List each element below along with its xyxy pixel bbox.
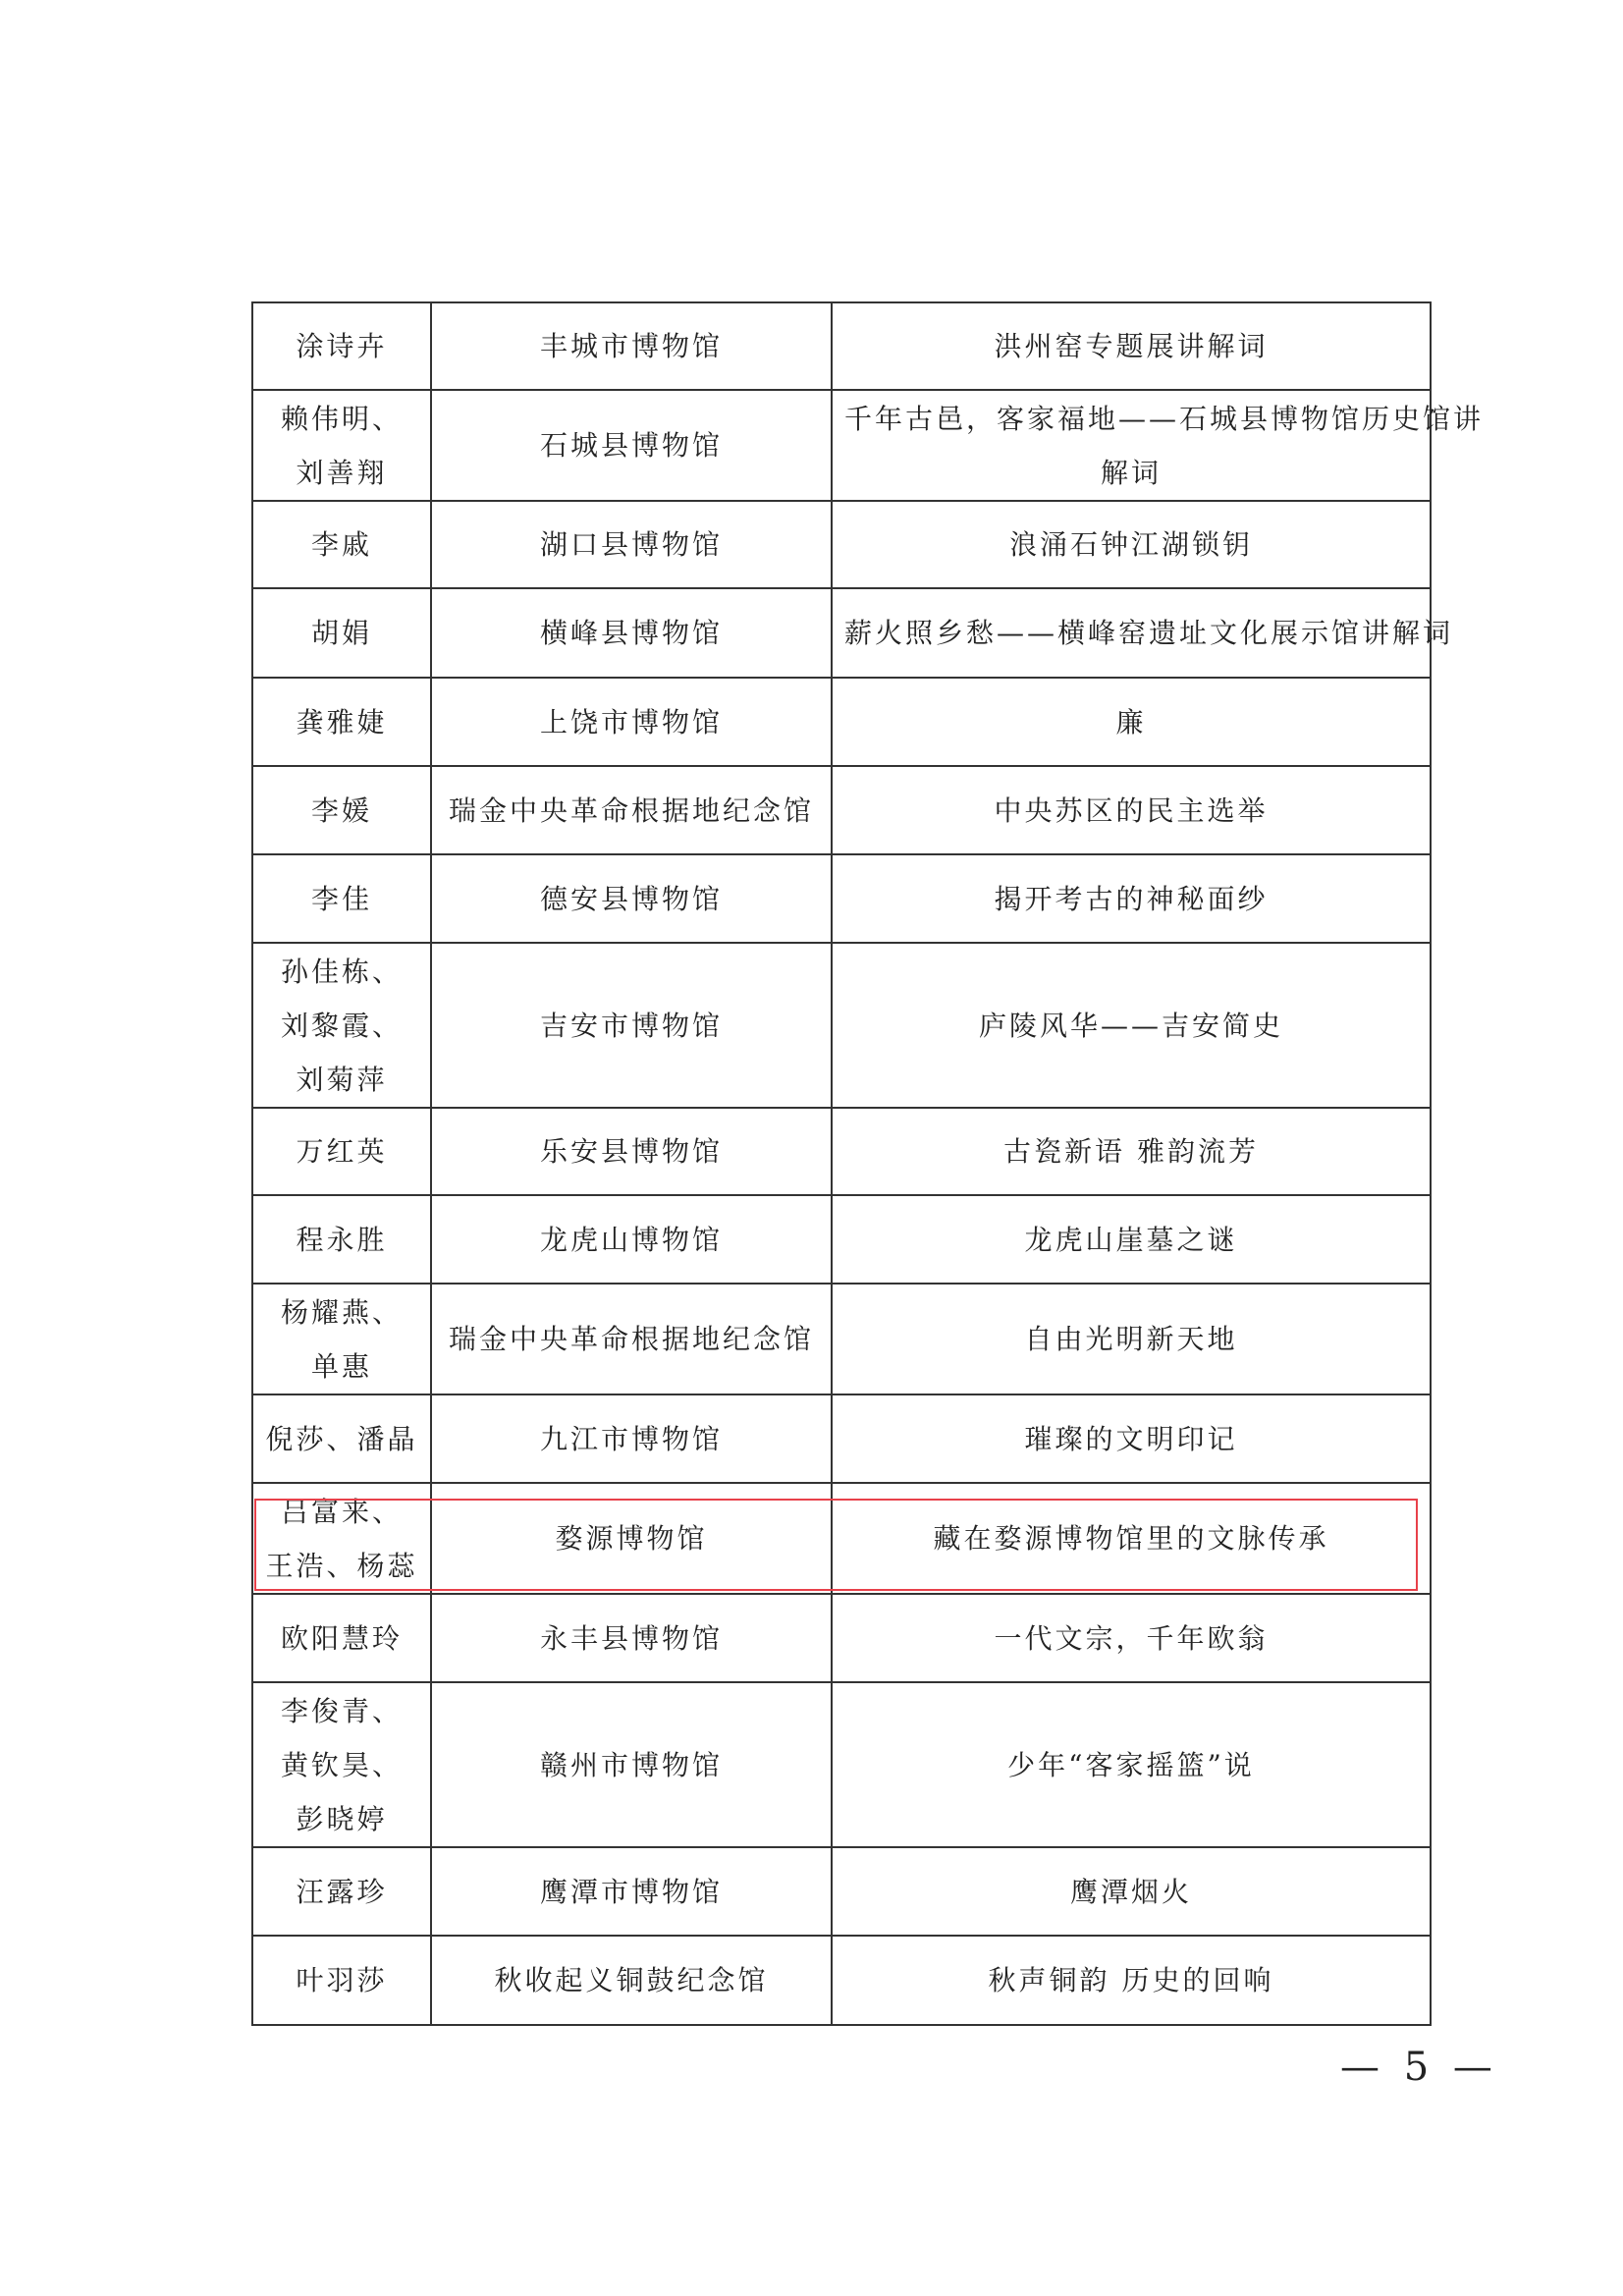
presenter-name: 李佳 bbox=[310, 882, 372, 915]
table-row bbox=[252, 1394, 1431, 1483]
presenter-name: 刘菊萍 bbox=[296, 1063, 388, 1096]
presenter-name: 程永胜 bbox=[296, 1223, 388, 1256]
museum-name-cell: 横峰县博物馆 bbox=[431, 588, 832, 678]
script-title-line: 解词 bbox=[1100, 456, 1162, 489]
script-title-line: 龙虎山崖墓之谜 bbox=[1024, 1223, 1238, 1256]
script-title-line: 洪州窑专题展讲解词 bbox=[994, 330, 1269, 362]
presenter-names-cell bbox=[252, 1108, 431, 1195]
presenter-names-cell bbox=[252, 1394, 431, 1483]
presenter-names-cell bbox=[252, 1483, 431, 1594]
presenter-name: 孙佳栋、 bbox=[280, 955, 403, 988]
presenter-name: 李戚 bbox=[310, 528, 372, 561]
script-title-cell bbox=[832, 1195, 1431, 1284]
presenter-names-cell bbox=[252, 1284, 431, 1394]
presenter-name: 吕富来、 bbox=[280, 1495, 403, 1528]
presenter-name: 单惠 bbox=[310, 1349, 372, 1383]
table-row bbox=[252, 501, 1431, 588]
table-row bbox=[252, 588, 1431, 678]
script-title-line: 自由光明新天地 bbox=[1024, 1323, 1238, 1355]
presenter-names-cell bbox=[252, 943, 431, 1108]
museum-name-cell: 吉安市博物馆 bbox=[431, 943, 832, 1108]
presenter-name: 叶羽莎 bbox=[296, 1964, 388, 1996]
table-row bbox=[252, 1594, 1431, 1682]
presenter-name: 欧阳慧玲 bbox=[280, 1621, 403, 1655]
script-title-cell bbox=[832, 1936, 1431, 2025]
table-row bbox=[252, 854, 1431, 943]
presenter-name: 万红英 bbox=[296, 1135, 388, 1168]
table-row bbox=[252, 1195, 1431, 1284]
presenter-name: 杨耀燕、 bbox=[280, 1295, 403, 1329]
script-title-line: 千年古邑，客家福地——石城县博物馆历史馆讲 bbox=[844, 402, 1485, 435]
museum-name-cell: 德安县博物馆 bbox=[431, 854, 832, 943]
museum-name-cell: 九江市博物馆 bbox=[431, 1394, 832, 1483]
script-title-cell bbox=[832, 854, 1431, 943]
script-title-line: 揭开考古的神秘面纱 bbox=[994, 882, 1269, 915]
museum-name-cell: 永丰县博物馆 bbox=[431, 1594, 832, 1682]
script-title-line: 少年“客家摇篮”说 bbox=[1007, 1748, 1255, 1781]
script-title-cell bbox=[832, 1394, 1431, 1483]
script-title-cell bbox=[832, 302, 1431, 390]
presenter-names-cell bbox=[252, 678, 431, 766]
museum-name-cell: 鹰潭市博物馆 bbox=[431, 1847, 832, 1936]
presenter-names-cell bbox=[252, 1936, 431, 2025]
presenter-name: 刘黎霞、 bbox=[280, 1009, 403, 1042]
presenter-name: 倪莎、潘晶 bbox=[265, 1422, 418, 1455]
script-title-cell bbox=[832, 1108, 1431, 1195]
script-title-cell bbox=[832, 1594, 1431, 1682]
presenter-name: 黄钦昊、 bbox=[280, 1748, 403, 1781]
script-title-line: 庐陵风华——吉安简史 bbox=[978, 1009, 1283, 1042]
script-title-cell bbox=[832, 1847, 1431, 1936]
script-title-line: 鹰潭烟火 bbox=[1069, 1875, 1192, 1908]
museum-name-cell: 赣州市博物馆 bbox=[431, 1682, 832, 1847]
museum-name-cell: 婺源博物馆 bbox=[431, 1483, 832, 1594]
presenter-name: 李俊青、 bbox=[280, 1694, 403, 1727]
presenter-names-cell bbox=[252, 302, 431, 390]
script-title-line: 古瓷新语 雅韵流芳 bbox=[1003, 1135, 1259, 1168]
table-row bbox=[252, 766, 1431, 854]
museum-name-cell: 瑞金中央革命根据地纪念馆 bbox=[431, 1284, 832, 1394]
presenter-names-cell bbox=[252, 1195, 431, 1284]
presenter-names-cell bbox=[252, 588, 431, 678]
presenter-names-cell bbox=[252, 854, 431, 943]
museum-name-cell: 湖口县博物馆 bbox=[431, 501, 832, 588]
presenter-name: 刘善翔 bbox=[296, 456, 388, 489]
presenter-name: 龚雅婕 bbox=[296, 705, 388, 738]
table-row bbox=[252, 1847, 1431, 1936]
table-row bbox=[252, 302, 1431, 390]
table-row bbox=[252, 943, 1431, 1108]
presenter-name: 王浩、杨蕊 bbox=[265, 1549, 418, 1582]
table-row bbox=[252, 390, 1431, 501]
table-row bbox=[252, 1682, 1431, 1847]
table-body bbox=[252, 302, 1485, 2025]
museum-name-cell: 石城县博物馆 bbox=[431, 390, 832, 501]
presenter-name: 汪露珍 bbox=[296, 1875, 388, 1908]
museum-name-cell: 秋收起义铜鼓纪念馆 bbox=[431, 1936, 832, 2025]
table-row bbox=[252, 1284, 1431, 1394]
script-title-cell bbox=[832, 501, 1431, 588]
script-title-cell bbox=[832, 588, 1454, 678]
presenter-name: 赖伟明、 bbox=[280, 402, 403, 435]
museum-name-cell: 龙虎山博物馆 bbox=[431, 1195, 832, 1284]
script-title-line: 秋声铜韵 历史的回响 bbox=[988, 1964, 1274, 1996]
presenter-name: 胡娟 bbox=[310, 617, 372, 649]
table-row bbox=[252, 1108, 1431, 1195]
script-title-cell bbox=[832, 1284, 1431, 1394]
presenter-name: 彭晓婷 bbox=[296, 1802, 388, 1835]
presenter-names-cell bbox=[252, 766, 431, 854]
script-title-line: 廉 bbox=[1115, 705, 1147, 738]
museum-name-cell: 乐安县博物馆 bbox=[431, 1108, 832, 1195]
script-title-cell bbox=[832, 678, 1431, 766]
museum-name-cell: 上饶市博物馆 bbox=[431, 678, 832, 766]
presenter-names-cell bbox=[252, 1594, 431, 1682]
presenter-names-cell bbox=[252, 1682, 431, 1847]
presenter-name: 涂诗卉 bbox=[296, 330, 388, 362]
script-title-cell bbox=[832, 766, 1431, 854]
script-title-cell bbox=[832, 1682, 1431, 1847]
script-title-line: 藏在婺源博物馆里的文脉传承 bbox=[933, 1522, 1329, 1555]
table-row bbox=[252, 678, 1431, 766]
table-row bbox=[252, 1936, 1431, 2025]
script-title-cell bbox=[832, 390, 1485, 501]
table-row bbox=[252, 1483, 1431, 1594]
museum-name-cell: 瑞金中央革命根据地纪念馆 bbox=[431, 766, 832, 854]
script-title-cell bbox=[832, 1483, 1431, 1594]
presenter-name: 李媛 bbox=[310, 793, 372, 827]
museum-name-cell: 丰城市博物馆 bbox=[431, 302, 832, 390]
script-title-line: 中央苏区的民主选举 bbox=[994, 793, 1269, 827]
script-title-line: 璀璨的文明印记 bbox=[1024, 1422, 1238, 1455]
presenter-names-cell bbox=[252, 1847, 431, 1936]
script-title-line: 一代文宗，千年欧翁 bbox=[994, 1621, 1269, 1655]
script-title-cell bbox=[832, 943, 1431, 1108]
presenter-names-cell bbox=[252, 501, 431, 588]
page-number: — 5 — bbox=[1340, 2045, 1498, 2090]
script-title-line: 薪火照乡愁——横峰窑遗址文化展示馆讲解词 bbox=[844, 617, 1454, 649]
script-title-line: 浪涌石钟江湖锁钥 bbox=[1008, 528, 1253, 561]
presenter-names-cell bbox=[252, 390, 431, 501]
award-table bbox=[251, 301, 1485, 2026]
